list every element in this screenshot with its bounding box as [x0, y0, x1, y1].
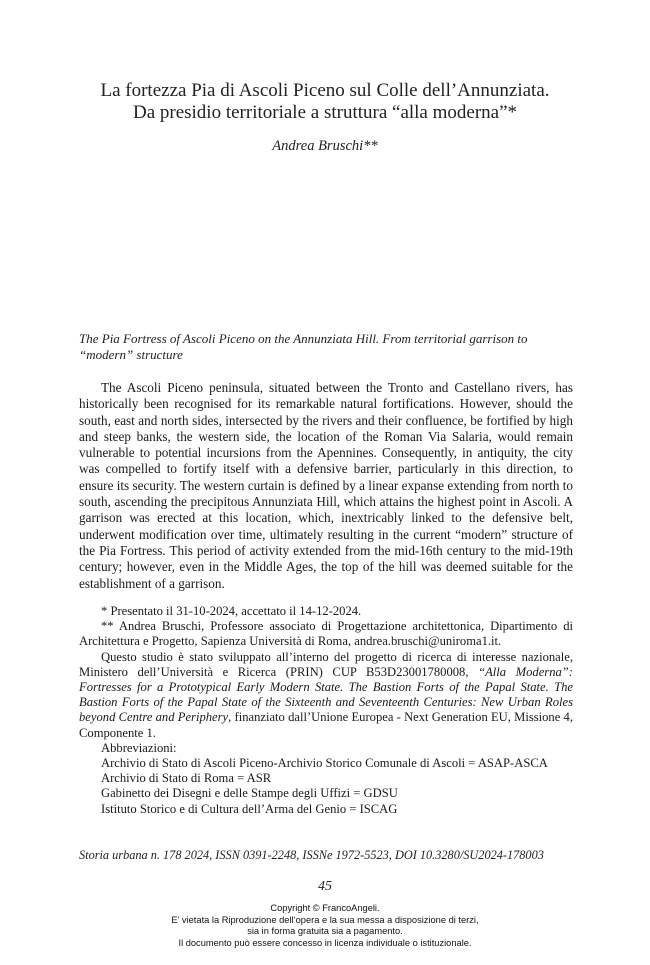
article-title: [60, 80, 590, 124]
copyright-line-1: Copyright © FrancoAngeli.: [270, 903, 380, 913]
copyright-line-3: sia in forma gratuita sia a pagamento.: [247, 926, 403, 937]
copyright-notice: [0, 903, 650, 949]
article-title-line-2: Da presidio territoriale a struttura “alla moderna”*: [132, 102, 518, 123]
article-title-line-1: La fortezza Pia di Ascoli Piceno sul Colle dell’Annunziata.: [100, 80, 550, 101]
abstract: The Ascoli Piceno peninsula, situated between the Tronto and Castellano rivers, has historically been recognised for its remarkable natural fortifications. However, should the south, east and north sides, intersected by the rivers and their confluence, be fortified by high and steep banks, the western side, the location of the Roman Via Salaria, would remain vulnerable to potential incursions from the Apennines. Consequently, in antiquity, the city was compelled to fortify itself with a defensive barrier, particularly in this direction, to ensure its security. The western curtain is defined by a linear expanse extending from north to south, ascending the precipitous Annunziata Hill, which attains the highest point in Ascoli. A garrison was erected at this location, which, inextricably linked to the defensive belt, underwent modification over time, ultimately resulting in the current “modern” structure of the Pia Fortress. This period of activity extended from the mid-16th century to the mid-19th century; however, even in the Middle Ages, the top of the hill was deemed suitable for the establishment of a garrison.: [79, 380, 574, 591]
footnote-funding-project-title: “Alla Moderna”: Fortresses for a Prototypical Early Modern State. The Bastion Forts of the Papal State. The Bastion Forts of the Papal State of the Sixteenth and Seventeenth Centuries: New Urban Roles beyond Centre and Periphery: [79, 664, 573, 725]
copyright-line-4: Il documento può essere concesso in licenza individuale o istituzionale.: [178, 937, 472, 948]
footnote-funding: [79, 650, 573, 741]
page-number: 45: [318, 879, 332, 894]
footnotes: [79, 604, 573, 817]
author-name: Andrea Bruschi**: [272, 138, 378, 154]
abbreviations-heading: Abbreviazioni:: [101, 740, 177, 755]
footnote-submission: * Presentato il 31-10-2024, accettato il 14-12-2024.: [101, 604, 362, 618]
abbreviation-asap: Archivio di Stato di Ascoli Piceno-Archivio Storico Comunale di Ascoli = ASAP-ASCA: [101, 756, 548, 771]
journal-citation: Storia urbana n. 178 2024, ISSN 0391-2248, ISSNe 1972-5523, DOI 10.3280/SU2024-178003: [79, 848, 544, 862]
footnote-author: ** Andrea Bruschi, Professore associato di Progettazione architettonica, Dipartimento di Architettura e Progetto, Sapienza Università di Roma, andrea.bruschi@uniroma1.it.: [79, 619, 573, 649]
english-title: The Pia Fortress of Ascoli Piceno on the Annunziata Hill. From territorial garrison to “modern” structure: [79, 331, 528, 362]
footnote-funding-text: Questo studio è stato sviluppato all’interno del progetto di ricerca di interesse nazionale, Ministero dell’Università e Ricerca (PRIN) CUP B53D23001780008,: [79, 649, 573, 679]
abbreviation-iscag: Istituto Storico e di Cultura dell’Arma del Genio = ISCAG: [101, 801, 398, 816]
footnote-funding-end: , finanziato dall’Unione Europea - Next Generation EU, Missione 4, Componente 1.: [79, 710, 573, 740]
abbreviation-asr: Archivio di Stato di Roma = ASR: [101, 771, 272, 786]
copyright-line-2: E’ vietata la Riproduzione dell’opera e la sua messa a disposizione di terzi,: [171, 914, 479, 925]
abbreviation-gdsu: Gabinetto dei Disegni e delle Stampe degli Uffizi = GDSU: [101, 786, 398, 801]
